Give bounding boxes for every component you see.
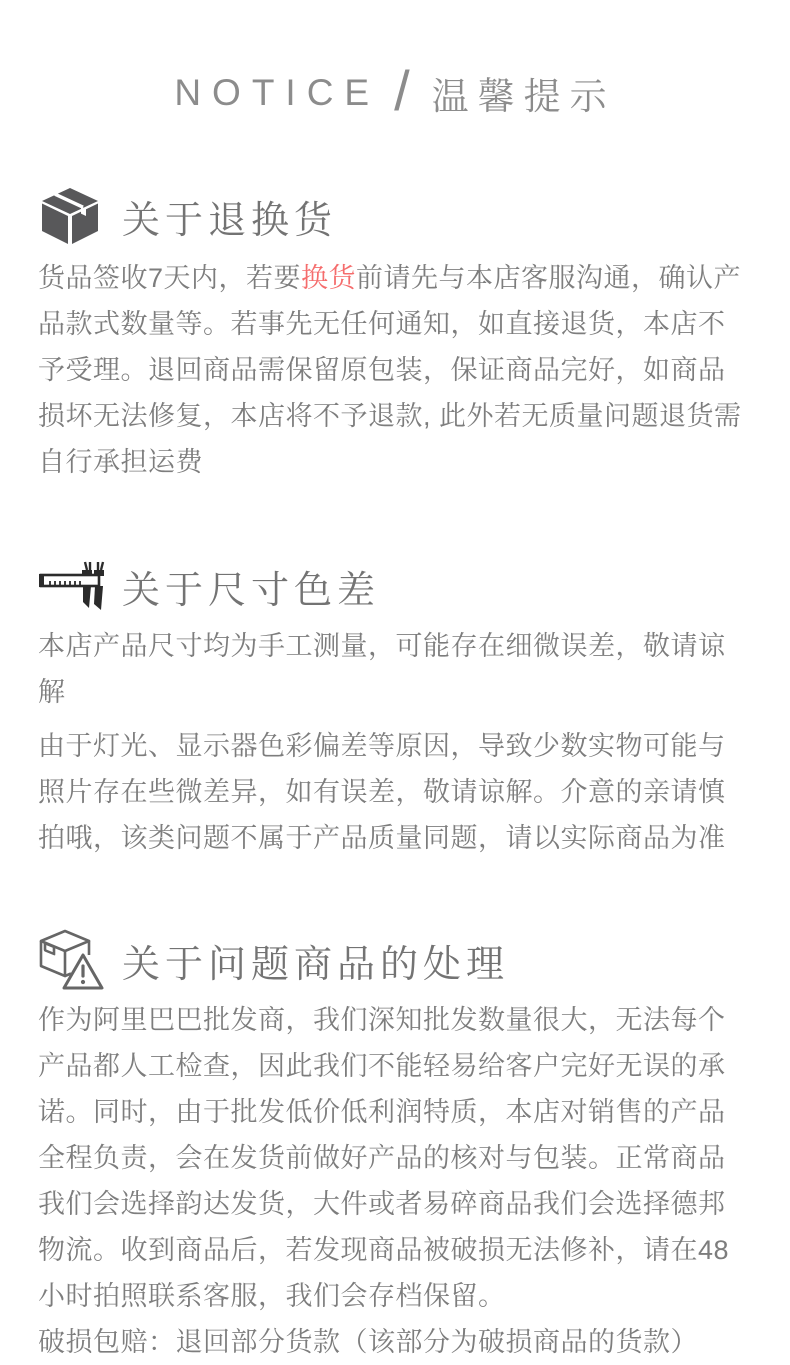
section-size-heading <box>38 555 752 617</box>
problem-paragraph-2: 破损包赔：退回部分货款（该部分为破损商品的货款） <box>38 1327 698 1357</box>
header-separator: / <box>394 59 410 122</box>
notice-header <box>0 0 790 125</box>
caliper-icon <box>38 555 110 617</box>
section-returns-title: 关于退换货 <box>122 199 338 242</box>
size-paragraph-2: 由于灯光、显示器色彩偏差等原因，导致少数实物可能与照片存在些微差异，如有误差，敬请谅解。介意的亲请慎拍哦，该类问题不属于产品质量同题，请以实际商品为准 <box>38 731 726 853</box>
section-problem-heading <box>38 929 752 991</box>
section-returns-heading <box>38 185 752 247</box>
section-problem-goods <box>0 929 790 1365</box>
section-size-title: 关于尺寸色差 <box>122 569 381 612</box>
returns-text-before: 货品签收7天内，若要 <box>38 263 302 293</box>
section-size-color <box>0 555 790 861</box>
section-returns <box>0 185 790 485</box>
size-paragraph-1: 本店产品尺寸均为手工测量，可能存在细微误差，敬请谅解 <box>38 631 726 707</box>
package-icon <box>38 185 110 247</box>
problem-paragraph-1: 作为阿里巴巴批发商，我们深知批发数量很大，无法每个产品都人工检查，因此我们不能轻易给客户完好无误的承诺。同时，由于批发低价低利润特质，本店对销售的产品全程负责，会在发货前做好产品的核对与包装。正常商品我们会选择韵达发货，大件或者易碎商品我们会选择德邦物流。收到商品后，若发现商品被破损无法修补，请在48小时拍照联系客服，我们会存档保留。 <box>38 1005 730 1311</box>
returns-text-highlight: 换货 <box>301 263 357 293</box>
header-title-zh: 温馨提示 <box>431 75 616 117</box>
returns-paragraph <box>38 255 752 485</box>
header-title-en: NOTICE <box>174 71 381 113</box>
section-problem-title: 关于问题商品的处理 <box>122 943 510 986</box>
returns-text-after: 前请先与本店客服沟通，确认产品款式数量等。若事先无任何通知，如直接退货，本店不予受理。退回商品需保留原包装，保证商品完好，如商品损坏无法修复，本店将不予退款, 此外若无质量问题退货需自行承担运费 <box>38 263 742 477</box>
box-warning-icon <box>38 929 110 991</box>
